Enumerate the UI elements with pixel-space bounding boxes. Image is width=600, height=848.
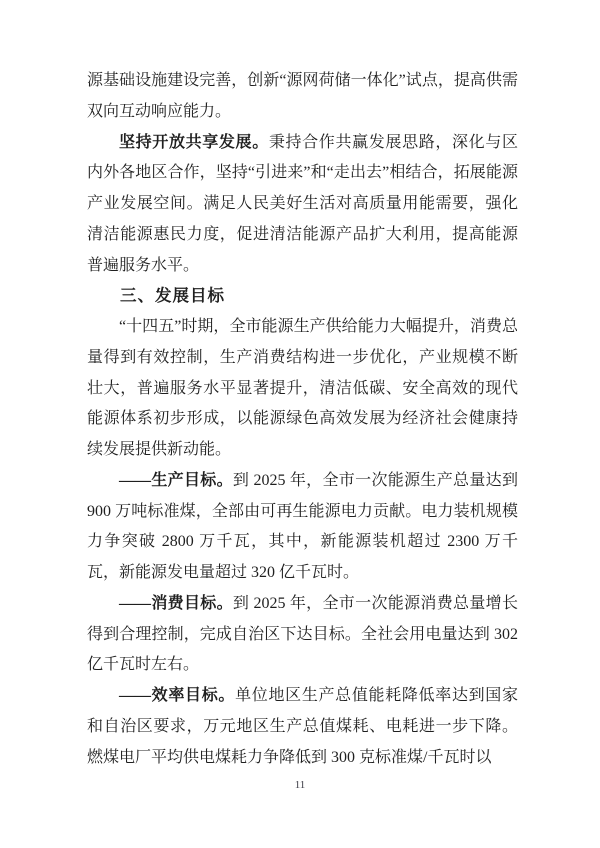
page-number: 11 — [294, 779, 306, 791]
paragraph-bold-lead: ——消费目标。 — [119, 594, 233, 612]
page-body — [87, 66, 518, 773]
paragraph-infrastructure-continuation — [87, 66, 518, 128]
paragraph-overview-14th-five-year — [87, 312, 518, 466]
paragraph-text: 到 2025 年，全市一次能源消费总量增长得到合理控制，完成自治区下达目标。全社会用电量达到 302 亿千瓦时左右。 — [87, 594, 518, 674]
paragraph-efficiency-target — [87, 681, 518, 773]
paragraph-text: 源基础设施建设完善，创新“源网荷储一体化”试点，提高供需双向互动响应能力。 — [87, 72, 518, 120]
paragraph-bold-lead: ——生产目标。 — [119, 471, 233, 489]
paragraph-text: 到 2025 年，全市一次能源生产总量达到 900 万吨标准煤，全部由可再生能源电力贡献。电力装机规模力争突破 2800 万千瓦，其中，新能源装机超过 2300 万千瓦，新能源发电量超过 320 亿千瓦时。 — [87, 471, 518, 581]
paragraph-open-shared-development — [87, 128, 518, 282]
paragraph-text: “十四五”时期，全市能源生产供给能力大幅提升，消费总量得到有效控制，生产消费结构进一步优化，产业规模不断壮大，普遍服务水平显著提升，清洁低碳、安全高效的现代能源体系初步形成，以能源绿色高效发展为经济社会健康持续发展提供新动能。 — [87, 318, 518, 458]
paragraph-bold-lead: ——效率目标。 — [119, 687, 236, 704]
paragraph-text: 单位地区生产总值能耗降低率达到国家和自治区要求，万元地区生产总值煤耗、电耗进一步下降。燃煤电厂平均供电煤耗力争降低到 300 克标准煤/千瓦时以 — [87, 687, 518, 766]
paragraph-production-target — [87, 466, 518, 589]
section-heading: 三、发展目标 — [120, 287, 225, 306]
paragraph-consumption-target — [87, 589, 518, 681]
paragraph-text: 秉持合作共赢发展思路，深化与区内外各地区合作，坚持“引进来”和“走出去”相结合，拓展能源产业发展空间。满足人民美好生活对高质量用能需要，强化清洁能源惠民力度，促进清洁能源产品扩大利用，提高能源普遍服务水平。 — [87, 133, 518, 274]
paragraph-bold-lead: 坚持开放共享发展。 — [119, 133, 269, 151]
